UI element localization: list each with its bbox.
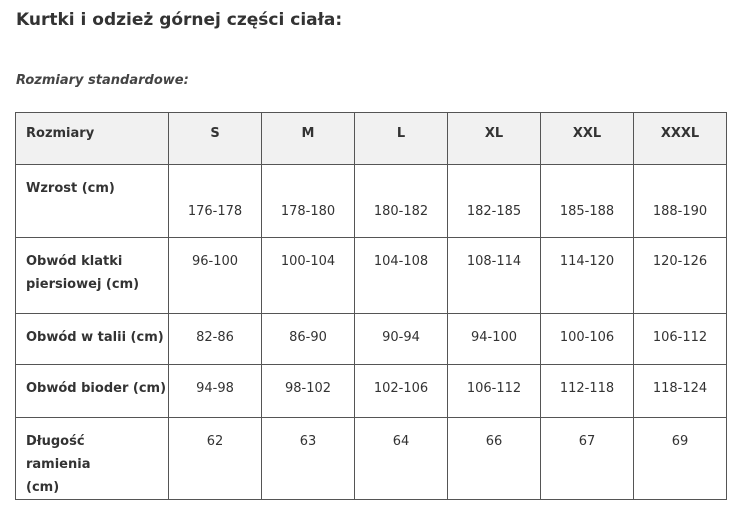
table-header-row: [16, 113, 727, 165]
page-title: Kurtki i odzież górnej części ciała:: [16, 10, 343, 30]
row-label: Długość ramienia (cm): [16, 418, 169, 500]
size-header-s: S: [169, 113, 262, 165]
table-cell: 94-98: [169, 365, 262, 418]
table-cell: 96-100: [169, 238, 262, 314]
table-cell: 108-114: [448, 238, 541, 314]
row-label: Wzrost (cm): [16, 165, 169, 238]
table-cell: 90-94: [355, 314, 448, 365]
table-cell: 176-178: [169, 165, 262, 238]
row-label: Obwód bioder (cm): [16, 365, 169, 418]
table-row-obwod-bioder: [16, 365, 727, 418]
table-cell: 100-104: [262, 238, 355, 314]
table-cell: 82-86: [169, 314, 262, 365]
row-label: Obwód klatki piersiowej (cm): [16, 238, 169, 314]
table-cell: 86-90: [262, 314, 355, 365]
table-cell: 120-126: [634, 238, 727, 314]
size-header-m: M: [262, 113, 355, 165]
table-row-dlugosc-ramienia: [16, 418, 727, 500]
table-row-obwod-klatki: [16, 238, 727, 314]
table-cell: 180-182: [355, 165, 448, 238]
table-cell: 106-112: [448, 365, 541, 418]
table-cell: 112-118: [541, 365, 634, 418]
header-corner-label: Rozmiary: [16, 113, 169, 165]
table-cell: 104-108: [355, 238, 448, 314]
table-cell: 63: [262, 418, 355, 500]
table-cell: 69: [634, 418, 727, 500]
row-label: Obwód w talii (cm): [16, 314, 169, 365]
size-header-l: L: [355, 113, 448, 165]
table-cell: 64: [355, 418, 448, 500]
section-subtitle: Rozmiary standardowe:: [16, 73, 189, 88]
table-cell: 182-185: [448, 165, 541, 238]
table-cell: 67: [541, 418, 634, 500]
table-cell: 98-102: [262, 365, 355, 418]
table-cell: 118-124: [634, 365, 727, 418]
table-row-wzrost: [16, 165, 727, 238]
table-cell: 178-180: [262, 165, 355, 238]
table-cell: 102-106: [355, 365, 448, 418]
table-cell: 185-188: [541, 165, 634, 238]
table-cell: 114-120: [541, 238, 634, 314]
table-cell: 94-100: [448, 314, 541, 365]
size-header-xxl: XXL: [541, 113, 634, 165]
size-header-xxxl: XXXL: [634, 113, 727, 165]
table-cell: 100-106: [541, 314, 634, 365]
size-header-xl: XL: [448, 113, 541, 165]
table-cell: 106-112: [634, 314, 727, 365]
table-row-obwod-talii: [16, 314, 727, 365]
table-cell: 62: [169, 418, 262, 500]
table-cell: 66: [448, 418, 541, 500]
size-table: [15, 112, 727, 500]
table-cell: 188-190: [634, 165, 727, 238]
